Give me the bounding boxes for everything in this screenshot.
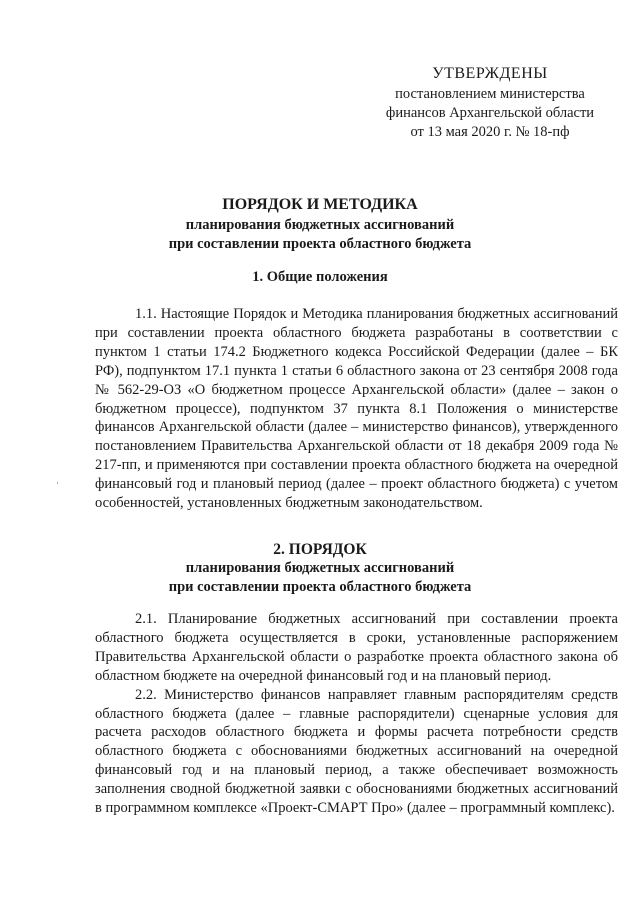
- paragraph-2-2: 2.2. Министерство финансов направляет главным распорядителям средств областного бюджета (далее – главные распорядители) сценарные условия для расчета расходов областного бюджета и формы расчета потребности средств областного бюджета с обоснованиями бюджетных ассигнований на очередной финансовый год и на плановый период, а также обеспечивает возможность заполнения сводной бюджетной заявки с обоснованиями бюджетных ассигнований в программном комплексе «Проект-СМАРТ Про» (далее – программный комплекс).: [95, 686, 618, 817]
- margin-mark: ·: [56, 478, 59, 488]
- paragraph-1-1: 1.1. Настоящие Порядок и Методика планирования бюджетных ассигнований при составлении проекта областного бюджета разработаны в соответствии с пунктом 1 статьи 174.2 Бюджетного кодекса Российской Федерации (далее – БК РФ), подпунктом 17.1 пункта 1 статьи 6 областного закона от 23 сентября 2008 года № 562-29-ОЗ «О бюджетном процессе Архангельской области» (далее – закон о бюджетном процессе), подпунктом 37 пункта 8.1 Положения о министерстве финансов Архангельской области (далее – министерство финансов), утвержденного постановлением Правительства Архангельской области от 18 декабря 2009 года № 217-пп, и применяются при составлении проекта областного бюджета на очередной финансовый год и плановый период (далее – проект областного бюджета) с учетом особенностей, установленных бюджетным законодательством.: [95, 306, 618, 512]
- section-2-body: [95, 610, 618, 818]
- section-1-body: [95, 305, 618, 513]
- section-2-title-block: [0, 540, 640, 597]
- approval-line-1: постановлением министерства: [395, 86, 585, 102]
- document-subtitle-2: при составлении проекта областного бюджета: [168, 236, 472, 252]
- section-2-heading: 2. ПОРЯДОК: [273, 541, 367, 558]
- section-1-heading: 1. Общие положения: [252, 269, 388, 285]
- document-subtitle-1: планирования бюджетных ассигнований: [185, 217, 455, 233]
- section-2-subtitle-2: при составлении проекта областного бюджета: [168, 579, 472, 595]
- approval-stamp: [370, 64, 610, 142]
- document-title: ПОРЯДОК И МЕТОДИКА: [222, 196, 418, 213]
- approval-line-3: от 13 мая 2020 г. № 18-пф: [410, 124, 570, 140]
- approval-title: УТВЕРЖДЕНЫ: [432, 65, 548, 82]
- document-title-block: [0, 194, 640, 254]
- paragraph-2-1: 2.1. Планирование бюджетных ассигнований при составлении проекта областного бюджета осуществляется в сроки, установленные распоряжением Правительства Архангельской области о разработке проекта областного закона об областном бюджете на очередной финансовый год и на плановый период.: [95, 611, 618, 684]
- approval-line-2: финансов Архангельской области: [385, 105, 595, 121]
- section-2-subtitle-1: планирования бюджетных ассигнований: [185, 560, 455, 576]
